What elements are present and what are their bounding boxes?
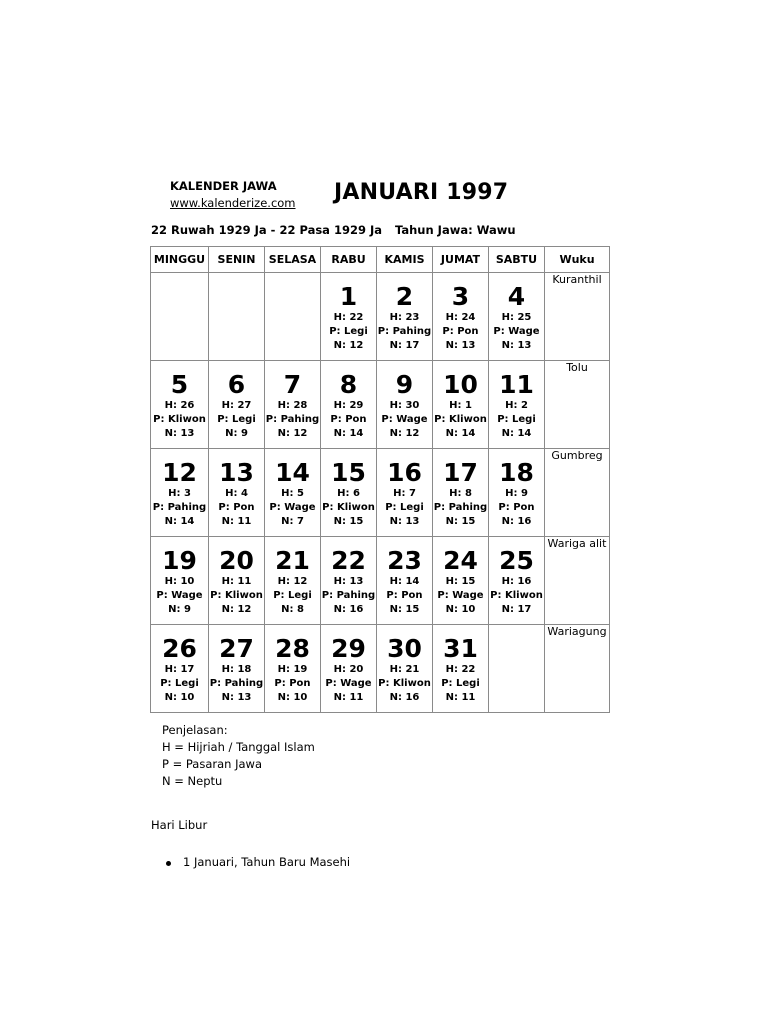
day-number: 2 <box>395 282 414 311</box>
day-number: 27 <box>219 634 254 663</box>
pasaran: P: Pon <box>330 414 367 425</box>
day-cell <box>433 449 489 537</box>
day-cell <box>377 449 433 537</box>
pasaran: P: Kliwon <box>490 590 543 601</box>
day-number: 20 <box>219 546 254 575</box>
pasaran: P: Pon <box>218 502 255 513</box>
pasaran: P: Pahing <box>209 678 264 689</box>
wuku-cell: Wariagung <box>545 625 610 713</box>
day-number: 22 <box>331 546 366 575</box>
neptu: N: 12 <box>389 428 420 439</box>
week-row <box>151 537 610 625</box>
hijri-date: H: 16 <box>501 576 532 587</box>
day-cell <box>433 537 489 625</box>
brand-name: KALENDER JAWA <box>170 179 277 193</box>
neptu: N: 13 <box>501 340 532 351</box>
neptu: N: 14 <box>445 428 476 439</box>
day-number: 26 <box>162 634 197 663</box>
day-number: 17 <box>443 458 478 487</box>
day-cell <box>151 361 209 449</box>
day-number: 13 <box>219 458 254 487</box>
pasaran: P: Kliwon <box>434 414 487 425</box>
day-number: 28 <box>275 634 310 663</box>
javanese-date-range: 22 Ruwah 1929 Ja - 22 Pasa 1929 Ja <box>151 223 382 237</box>
neptu: N: 15 <box>333 516 364 527</box>
legend-line-n: N = Neptu <box>162 774 223 788</box>
neptu: N: 14 <box>164 516 195 527</box>
neptu: N: 16 <box>333 604 364 615</box>
header-jumat: JUMAT <box>433 247 489 273</box>
header-row <box>151 247 610 273</box>
day-number: 30 <box>387 634 422 663</box>
day-cell <box>265 537 321 625</box>
day-number: 24 <box>443 546 478 575</box>
day-cell <box>433 361 489 449</box>
legend-line-h: H = Hijriah / Tanggal Islam <box>162 740 315 754</box>
empty-cell <box>151 273 209 361</box>
pasaran: P: Legi <box>441 678 480 689</box>
header-rabu: RABU <box>321 247 377 273</box>
pasaran: P: Legi <box>385 502 424 513</box>
neptu: N: 12 <box>221 604 252 615</box>
day-cell <box>377 625 433 713</box>
pasaran: P: Legi <box>497 414 536 425</box>
bullet-icon <box>166 861 171 866</box>
neptu: N: 14 <box>333 428 364 439</box>
neptu: N: 7 <box>281 516 304 527</box>
hijri-date: H: 6 <box>337 488 360 499</box>
legend <box>162 722 315 790</box>
day-number: 31 <box>443 634 478 663</box>
day-cell <box>321 361 377 449</box>
hijri-date: H: 17 <box>164 664 195 675</box>
day-cell <box>377 273 433 361</box>
hijri-date: H: 27 <box>221 400 252 411</box>
day-number: 6 <box>227 370 246 399</box>
week-row <box>151 625 610 713</box>
hijri-date: H: 22 <box>333 312 364 323</box>
day-cell <box>321 537 377 625</box>
pasaran: P: Wage <box>269 502 316 513</box>
day-number: 15 <box>331 458 366 487</box>
holiday-item <box>166 855 350 869</box>
wuku-cell: Kuranthil <box>545 273 610 361</box>
neptu: N: 10 <box>164 692 195 703</box>
pasaran: P: Pon <box>442 326 479 337</box>
day-number: 23 <box>387 546 422 575</box>
hijri-date: H: 14 <box>389 576 420 587</box>
day-number: 8 <box>339 370 358 399</box>
neptu: N: 14 <box>501 428 532 439</box>
week-row <box>151 449 610 537</box>
pasaran: P: Wage <box>156 590 203 601</box>
pasaran: P: Wage <box>437 590 484 601</box>
holidays-list <box>166 855 350 869</box>
holiday-text: 1 Januari, Tahun Baru Masehi <box>183 855 351 869</box>
day-cell <box>209 625 265 713</box>
wuku-cell: Tolu <box>545 361 610 449</box>
day-number: 10 <box>443 370 478 399</box>
neptu: N: 15 <box>445 516 476 527</box>
neptu: N: 8 <box>281 604 304 615</box>
hijri-date: H: 25 <box>501 312 532 323</box>
hijri-date: H: 18 <box>221 664 252 675</box>
day-number: 4 <box>507 282 526 311</box>
hijri-date: H: 28 <box>277 400 308 411</box>
day-cell <box>151 537 209 625</box>
day-cell <box>377 361 433 449</box>
pasaran: P: Kliwon <box>153 414 206 425</box>
calendar-body <box>151 273 610 713</box>
day-cell <box>265 361 321 449</box>
day-number: 14 <box>275 458 310 487</box>
empty-cell <box>209 273 265 361</box>
legend-line-p: P = Pasaran Jawa <box>162 757 262 771</box>
day-cell <box>321 449 377 537</box>
pasaran: P: Legi <box>160 678 199 689</box>
day-cell <box>489 449 545 537</box>
week-row <box>151 361 610 449</box>
empty-cell <box>265 273 321 361</box>
pasaran: P: Wage <box>493 326 540 337</box>
hijri-date: H: 1 <box>449 400 472 411</box>
hijri-date: H: 24 <box>445 312 476 323</box>
empty-cell <box>489 625 545 713</box>
pasaran: P: Legi <box>329 326 368 337</box>
week-row <box>151 273 610 361</box>
pasaran: P: Pahing <box>265 414 320 425</box>
day-number: 25 <box>499 546 534 575</box>
hijri-date: H: 12 <box>277 576 308 587</box>
day-cell <box>265 625 321 713</box>
wuku-cell: Wariga alit <box>545 537 610 625</box>
pasaran: P: Wage <box>381 414 428 425</box>
day-cell <box>377 537 433 625</box>
day-cell <box>489 537 545 625</box>
pasaran: P: Pahing <box>433 502 488 513</box>
neptu: N: 11 <box>221 516 252 527</box>
hijri-date: H: 26 <box>164 400 195 411</box>
hijri-date: H: 19 <box>277 664 308 675</box>
hijri-date: H: 23 <box>389 312 420 323</box>
header-sabtu: SABTU <box>489 247 545 273</box>
day-cell <box>151 625 209 713</box>
hijri-date: H: 9 <box>505 488 528 499</box>
day-number: 19 <box>162 546 197 575</box>
pasaran: P: Kliwon <box>210 590 263 601</box>
pasaran: P: Pahing <box>152 502 207 513</box>
neptu: N: 10 <box>445 604 476 615</box>
day-cell <box>489 361 545 449</box>
hijri-date: H: 8 <box>449 488 472 499</box>
pasaran: P: Legi <box>273 590 312 601</box>
neptu: N: 16 <box>501 516 532 527</box>
neptu: N: 13 <box>445 340 476 351</box>
day-number: 21 <box>275 546 310 575</box>
header-selasa: SELASA <box>265 247 321 273</box>
header-wuku: Wuku <box>545 247 610 273</box>
neptu: N: 16 <box>389 692 420 703</box>
pasaran: P: Legi <box>217 414 256 425</box>
neptu: N: 9 <box>225 428 248 439</box>
neptu: N: 12 <box>333 340 364 351</box>
page-title: JANUARI 1997 <box>334 180 509 205</box>
day-cell <box>209 361 265 449</box>
header-kamis: KAMIS <box>377 247 433 273</box>
javanese-year: Tahun Jawa: Wawu <box>395 223 516 237</box>
neptu: N: 9 <box>168 604 191 615</box>
day-number: 9 <box>395 370 414 399</box>
pasaran: P: Pon <box>274 678 311 689</box>
neptu: N: 13 <box>221 692 252 703</box>
day-number: 12 <box>162 458 197 487</box>
day-number: 29 <box>331 634 366 663</box>
hijri-date: H: 3 <box>168 488 191 499</box>
legend-heading: Penjelasan: <box>162 723 228 737</box>
hijri-date: H: 10 <box>164 576 195 587</box>
day-number: 5 <box>170 370 189 399</box>
day-cell <box>209 537 265 625</box>
hijri-date: H: 4 <box>225 488 248 499</box>
hijri-date: H: 7 <box>393 488 416 499</box>
hijri-date: H: 15 <box>445 576 476 587</box>
header-minggu: MINGGU <box>151 247 209 273</box>
pasaran: P: Kliwon <box>378 678 431 689</box>
day-cell <box>321 625 377 713</box>
pasaran: P: Pahing <box>321 590 376 601</box>
neptu: N: 13 <box>164 428 195 439</box>
hijri-date: H: 29 <box>333 400 364 411</box>
day-cell <box>209 449 265 537</box>
hijri-date: H: 13 <box>333 576 364 587</box>
day-cell <box>433 273 489 361</box>
day-cell <box>321 273 377 361</box>
pasaran: P: Pahing <box>377 326 432 337</box>
pasaran: P: Pon <box>386 590 423 601</box>
day-cell <box>265 449 321 537</box>
hijri-date: H: 11 <box>221 576 252 587</box>
day-cell <box>489 273 545 361</box>
calendar-table <box>150 246 610 713</box>
neptu: N: 11 <box>333 692 364 703</box>
day-cell <box>433 625 489 713</box>
day-number: 16 <box>387 458 422 487</box>
day-number: 3 <box>451 282 470 311</box>
hijri-date: H: 5 <box>281 488 304 499</box>
day-number: 7 <box>283 370 302 399</box>
hijri-date: H: 2 <box>505 400 528 411</box>
neptu: N: 13 <box>389 516 420 527</box>
neptu: N: 17 <box>501 604 532 615</box>
day-number: 11 <box>499 370 534 399</box>
day-number: 1 <box>339 282 358 311</box>
site-link[interactable]: www.kalenderize.com <box>170 196 296 210</box>
hijri-date: H: 22 <box>445 664 476 675</box>
hijri-date: H: 20 <box>333 664 364 675</box>
holidays-heading: Hari Libur <box>151 818 208 832</box>
neptu: N: 12 <box>277 428 308 439</box>
pasaran: P: Pon <box>498 502 535 513</box>
pasaran: P: Wage <box>325 678 372 689</box>
wuku-cell: Gumbreg <box>545 449 610 537</box>
day-cell <box>151 449 209 537</box>
pasaran: P: Kliwon <box>322 502 375 513</box>
header-senin: SENIN <box>209 247 265 273</box>
neptu: N: 15 <box>389 604 420 615</box>
neptu: N: 10 <box>277 692 308 703</box>
hijri-date: H: 30 <box>389 400 420 411</box>
hijri-date: H: 21 <box>389 664 420 675</box>
neptu: N: 11 <box>445 692 476 703</box>
day-number: 18 <box>499 458 534 487</box>
neptu: N: 17 <box>389 340 420 351</box>
